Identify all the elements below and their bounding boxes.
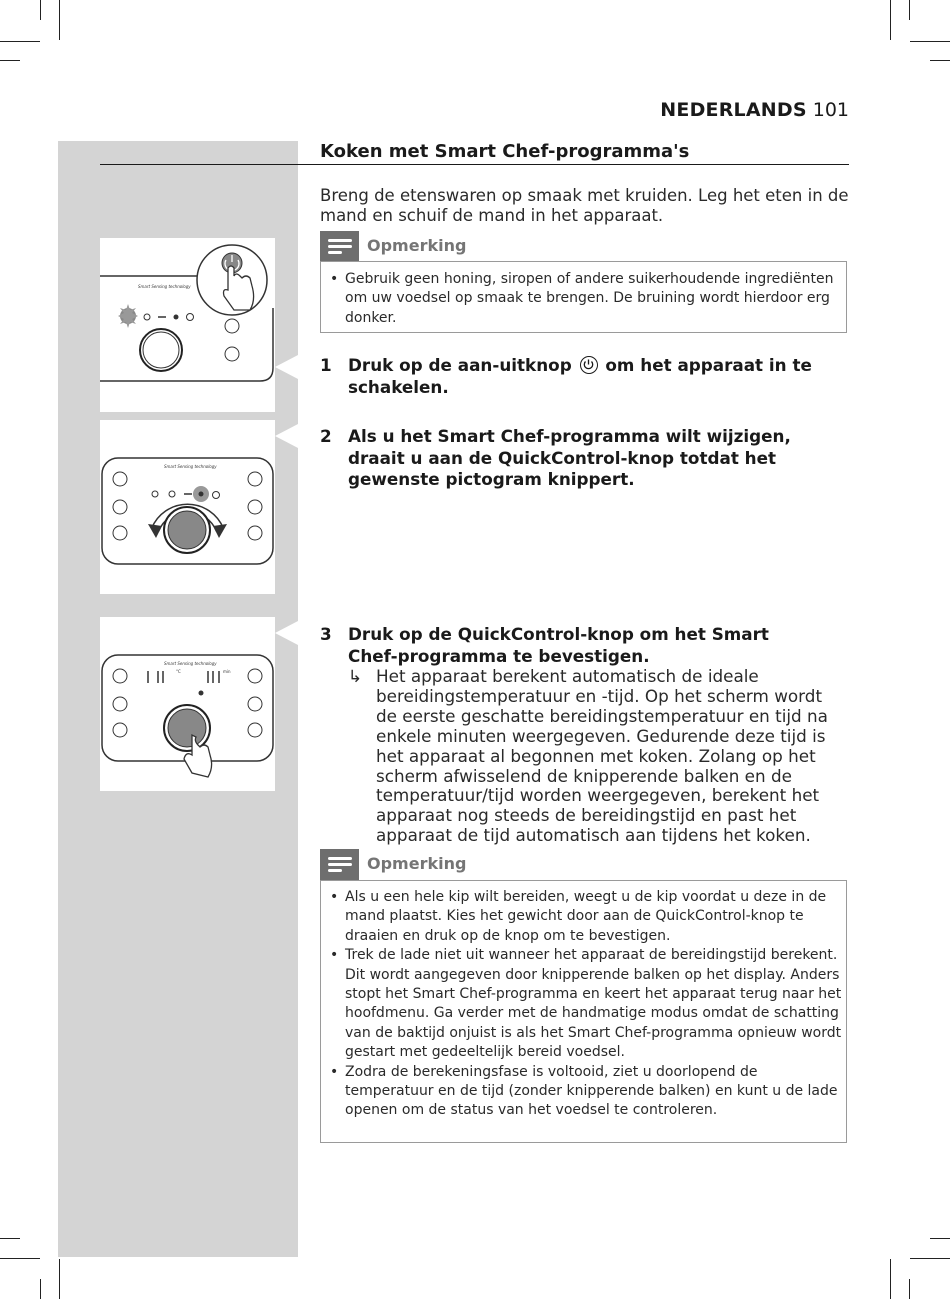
language-label: NEDERLANDS [660,99,807,121]
panel-pointer [275,424,298,448]
unit-minutes: min [223,669,231,674]
result-text: Het apparaat berekent automatisch de ideale bereidingstemperatuur en -tijd. Op het scherm wordt de eerste geschatte bereidingstemperatuur en tijd na enkele minuten weergegeven. Gedurende deze tijd is het apparaat al begonnen met koken. Zolang op het scherm afwisselend de knipperende balken en de temperatuur/tijd worden weergegeven, berekent het apparaat nog steeds de bereidingstijd en past het apparaat de tijd automatisch aan tijdens het koken. [376,666,828,846]
note-header [320,231,620,262]
note-icon [320,849,359,880]
result-arrow-icon: ↳ [348,666,363,686]
crop-mark [910,41,950,42]
step-text: Druk op de QuickControl-knop om het Smart Chef-programma te bevestigen. [348,624,769,666]
step-text: om het apparaat in te schakelen. [348,355,812,397]
note-item: • Als u een hele kip wilt bereiden, weegt u de kip voordat u deze in de mand plaatst. Kies het gewicht door aan de QuickControl-knop te draaien en druk op de knop om te bevestigen. [321,888,846,946]
brand-text: Smart Sensing technology [138,284,191,289]
crop-mark [0,1258,40,1259]
note-item: • Gebruik geen honing, siropen of andere suikerhoudende ingrediënten om uw voedsel op smaak te brengen. De bruining wordt hierdoor erg donker. [321,270,846,328]
note-item: • Zodra de berekeningsfase is voltooid, ziet u doorlopend de temperatuur en de tijd (zonder knipperende balken) en kunt u de lade openen om de status van het voedsel te controleren. [321,1063,846,1121]
note-label: Opmerking [367,854,467,873]
step-3 [320,624,800,667]
illustration-press-knob [100,617,275,791]
crop-mark [0,1238,20,1239]
page-header [660,99,849,121]
step-1 [320,355,850,398]
crop-mark [930,60,950,61]
power-icon [580,356,598,374]
title-rule [100,164,849,165]
note-icon [320,231,359,262]
crop-mark [40,1279,41,1299]
crop-mark [930,1238,950,1239]
crop-mark [0,41,40,42]
panel-pointer [275,621,298,645]
crop-mark [890,0,891,40]
page-number: 101 [812,99,849,121]
note-label: Opmerking [367,236,467,255]
section-title: Koken met Smart Chef-programma's [320,141,690,162]
intro-paragraph: Breng de etenswaren op smaak met kruiden. Leg het eten in de mand en schuif de mand in het apparaat. [320,186,849,225]
step-2 [320,426,850,491]
step-text: Als u het Smart Chef-programma wilt wijzigen, draait u aan de QuickControl-knop totdat het gewenste pictogram knippert. [348,426,791,489]
step-number: 1 [320,355,332,375]
step-number: 2 [320,426,332,446]
step-number: 3 [320,624,332,644]
crop-mark [59,0,60,40]
brand-text: Smart Sensing technology [164,661,217,666]
crop-mark [890,1259,891,1299]
crop-mark [0,60,20,61]
unit-celsius: °C [176,669,181,674]
illustration-rotate-knob [100,420,275,594]
crop-mark [909,1279,910,1299]
note-box [320,880,847,1143]
step-result [348,667,848,846]
note-item: • Trek de lade niet uit wanneer het apparaat de bereidingstijd berekent. Dit wordt aangegeven door knipperende balken op het display. Anders stopt het Smart Chef-programma en keert het apparaat terug naar het hoofdmenu. Ga verder met de handmatige modus omdat de schatting van de baktijd onjuist is als het Smart Chef-programma opnieuw wordt gestart met gedeeltelijk bereid voedsel. [321,946,846,1062]
step-text: Druk op de aan-uitknop [348,355,572,375]
panel-pointer [275,355,298,379]
brand-text: Smart Sensing technology [164,464,217,469]
note-header [320,849,620,880]
crop-mark [910,1258,950,1259]
crop-mark [59,1259,60,1299]
crop-mark [909,0,910,20]
illustration-power-on [100,238,275,412]
crop-mark [40,0,41,20]
note-box [320,261,847,333]
